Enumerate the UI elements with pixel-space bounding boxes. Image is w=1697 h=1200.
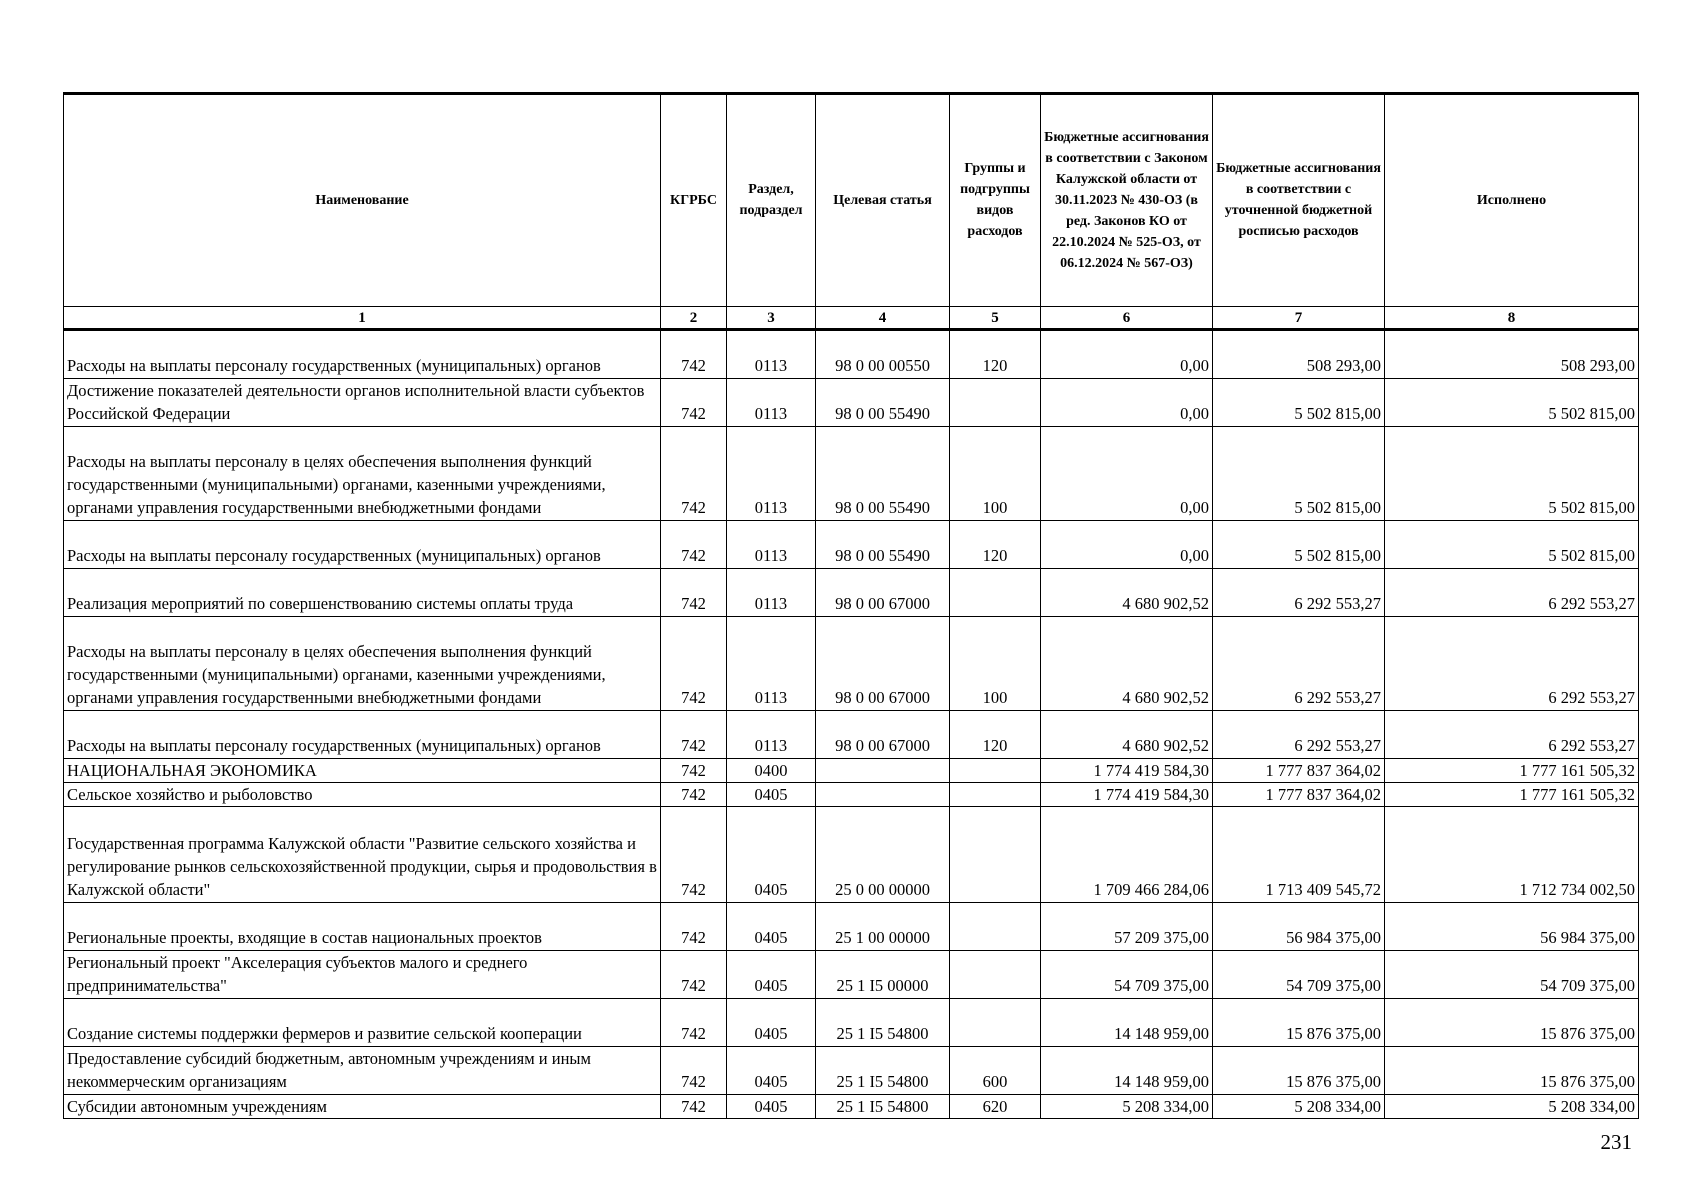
- row-refined: 5 502 815,00: [1213, 427, 1385, 521]
- page-number: 231: [1600, 1130, 1632, 1154]
- row-executed: 5 208 334,00: [1385, 1095, 1639, 1119]
- row-section: 0405: [727, 807, 816, 903]
- col-number: 6: [1041, 307, 1213, 330]
- row-section: 0400: [727, 759, 816, 783]
- row-name: Расходы на выплаты персоналу в целях обеспечения выполнения функций государственными (муниципальными) органами, казенными учреждениями, органами управления государственными внебюджетными фондами: [64, 617, 661, 711]
- row-target: [816, 783, 950, 807]
- row-target: 25 1 I5 00000: [816, 951, 950, 999]
- row-kgrbs: 742: [661, 379, 727, 427]
- row-kgrbs: 742: [661, 759, 727, 783]
- col-number: 3: [727, 307, 816, 330]
- row-group: [950, 951, 1041, 999]
- row-refined: 508 293,00: [1213, 330, 1385, 379]
- row-target: 25 1 I5 54800: [816, 1047, 950, 1095]
- row-executed: 6 292 553,27: [1385, 711, 1639, 759]
- row-law: 0,00: [1041, 427, 1213, 521]
- table-row: [64, 783, 1639, 807]
- row-name: Государственная программа Калужской области "Развитие сельского хозяйства и регулирование рынков сельскохозяйственной продукции, сырья и продовольствия в Калужской области": [64, 807, 661, 903]
- row-group: 100: [950, 617, 1041, 711]
- col-number: 4: [816, 307, 950, 330]
- col-header-name: Наименование: [64, 94, 661, 307]
- row-group: [950, 569, 1041, 617]
- table-row: [64, 1095, 1639, 1119]
- row-kgrbs: 742: [661, 903, 727, 951]
- row-section: 0405: [727, 951, 816, 999]
- row-name: Субсидии автономным учреждениям: [64, 1095, 661, 1119]
- row-target: 98 0 00 55490: [816, 521, 950, 569]
- row-refined: 56 984 375,00: [1213, 903, 1385, 951]
- row-name: НАЦИОНАЛЬНАЯ ЭКОНОМИКА: [64, 759, 661, 783]
- table-row: [64, 569, 1639, 617]
- row-section: 0405: [727, 1095, 816, 1119]
- row-kgrbs: 742: [661, 711, 727, 759]
- table-row: [64, 617, 1639, 711]
- col-header-kgrbs: КГРБС: [661, 94, 727, 307]
- row-target: 25 1 00 00000: [816, 903, 950, 951]
- row-law: 4 680 902,52: [1041, 711, 1213, 759]
- row-kgrbs: 742: [661, 617, 727, 711]
- row-law: 0,00: [1041, 379, 1213, 427]
- row-refined: 1 777 837 364,02: [1213, 759, 1385, 783]
- row-name: Сельское хозяйство и рыболовство: [64, 783, 661, 807]
- row-section: 0113: [727, 569, 816, 617]
- row-group: [950, 999, 1041, 1047]
- row-refined: 5 502 815,00: [1213, 521, 1385, 569]
- col-number: 2: [661, 307, 727, 330]
- row-name: Региональные проекты, входящие в состав национальных проектов: [64, 903, 661, 951]
- row-section: 0113: [727, 617, 816, 711]
- row-law: 1 774 419 584,30: [1041, 759, 1213, 783]
- row-target: 98 0 00 67000: [816, 711, 950, 759]
- row-executed: 5 502 815,00: [1385, 379, 1639, 427]
- table-row: [64, 999, 1639, 1047]
- row-executed: 6 292 553,27: [1385, 569, 1639, 617]
- row-name: Расходы на выплаты персоналу государственных (муниципальных) органов: [64, 521, 661, 569]
- row-law: 0,00: [1041, 330, 1213, 379]
- row-group: 100: [950, 427, 1041, 521]
- table-row: [64, 521, 1639, 569]
- row-law: 14 148 959,00: [1041, 1047, 1213, 1095]
- row-executed: 15 876 375,00: [1385, 999, 1639, 1047]
- row-kgrbs: 742: [661, 783, 727, 807]
- row-group: 120: [950, 711, 1041, 759]
- table-row: [64, 1047, 1639, 1095]
- row-law: 0,00: [1041, 521, 1213, 569]
- row-target: 98 0 00 67000: [816, 569, 950, 617]
- row-refined: 1 713 409 545,72: [1213, 807, 1385, 903]
- table-row: [64, 330, 1639, 379]
- row-refined: 1 777 837 364,02: [1213, 783, 1385, 807]
- row-target: 25 1 I5 54800: [816, 1095, 950, 1119]
- row-executed: 1 777 161 505,32: [1385, 759, 1639, 783]
- row-name: Расходы на выплаты персоналу в целях обеспечения выполнения функций государственными (муниципальными) органами, казенными учреждениями, органами управления государственными внебюджетными фондами: [64, 427, 661, 521]
- row-kgrbs: 742: [661, 569, 727, 617]
- row-executed: 6 292 553,27: [1385, 617, 1639, 711]
- row-executed: 508 293,00: [1385, 330, 1639, 379]
- row-name: Предоставление субсидий бюджетным, автономным учреждениям и иным некоммерческим организациям: [64, 1047, 661, 1095]
- row-refined: 6 292 553,27: [1213, 711, 1385, 759]
- col-number: 8: [1385, 307, 1639, 330]
- row-name: Расходы на выплаты персоналу государственных (муниципальных) органов: [64, 330, 661, 379]
- row-kgrbs: 742: [661, 999, 727, 1047]
- budget-table: [63, 92, 1639, 1119]
- row-law: 54 709 375,00: [1041, 951, 1213, 999]
- table-row: [64, 427, 1639, 521]
- row-executed: 1 712 734 002,50: [1385, 807, 1639, 903]
- row-name: Реализация мероприятий по совершенствованию системы оплаты труда: [64, 569, 661, 617]
- row-executed: 56 984 375,00: [1385, 903, 1639, 951]
- row-section: 0113: [727, 521, 816, 569]
- column-number-row: [64, 307, 1639, 330]
- row-law: 4 680 902,52: [1041, 569, 1213, 617]
- col-header-law: Бюджетные ассигнования в соответствии с Законом Калужской области от 30.11.2023 № 430-ОЗ (в ред. Законов КО от 22.10.2024 № 525-ОЗ, от 06.12.2024 № 567-ОЗ): [1041, 94, 1213, 307]
- table-row: [64, 711, 1639, 759]
- row-section: 0113: [727, 330, 816, 379]
- row-refined: 15 876 375,00: [1213, 1047, 1385, 1095]
- row-kgrbs: 742: [661, 1095, 727, 1119]
- row-section: 0113: [727, 711, 816, 759]
- col-header-refined: Бюджетные ассигнования в соответствии с уточненной бюджетной росписью расходов: [1213, 94, 1385, 307]
- row-executed: 1 777 161 505,32: [1385, 783, 1639, 807]
- table-row: [64, 951, 1639, 999]
- row-refined: 15 876 375,00: [1213, 999, 1385, 1047]
- row-law: 1 709 466 284,06: [1041, 807, 1213, 903]
- row-section: 0405: [727, 999, 816, 1047]
- row-executed: 54 709 375,00: [1385, 951, 1639, 999]
- row-kgrbs: 742: [661, 951, 727, 999]
- header-row: [64, 94, 1639, 307]
- row-group: 120: [950, 521, 1041, 569]
- col-number: 1: [64, 307, 661, 330]
- row-kgrbs: 742: [661, 330, 727, 379]
- row-group: [950, 759, 1041, 783]
- row-group: 120: [950, 330, 1041, 379]
- row-refined: 6 292 553,27: [1213, 569, 1385, 617]
- table-row: [64, 379, 1639, 427]
- row-kgrbs: 742: [661, 807, 727, 903]
- row-group: [950, 903, 1041, 951]
- row-name: Создание системы поддержки фермеров и развитие сельской кооперации: [64, 999, 661, 1047]
- row-executed: 5 502 815,00: [1385, 427, 1639, 521]
- row-refined: 54 709 375,00: [1213, 951, 1385, 999]
- row-target: 98 0 00 67000: [816, 617, 950, 711]
- row-group: [950, 379, 1041, 427]
- row-section: 0405: [727, 1047, 816, 1095]
- row-section: 0405: [727, 783, 816, 807]
- row-law: 5 208 334,00: [1041, 1095, 1213, 1119]
- row-name: Расходы на выплаты персоналу государственных (муниципальных) органов: [64, 711, 661, 759]
- row-kgrbs: 742: [661, 427, 727, 521]
- row-refined: 6 292 553,27: [1213, 617, 1385, 711]
- row-kgrbs: 742: [661, 1047, 727, 1095]
- row-law: 14 148 959,00: [1041, 999, 1213, 1047]
- col-number: 7: [1213, 307, 1385, 330]
- row-section: 0405: [727, 903, 816, 951]
- row-target: 98 0 00 55490: [816, 427, 950, 521]
- row-target: 25 1 I5 54800: [816, 999, 950, 1047]
- table-row: [64, 903, 1639, 951]
- row-refined: 5 502 815,00: [1213, 379, 1385, 427]
- col-header-groups: Группы и подгруппы видов расходов: [950, 94, 1041, 307]
- table-row: [64, 759, 1639, 783]
- row-section: 0113: [727, 427, 816, 521]
- col-number: 5: [950, 307, 1041, 330]
- table-row: [64, 807, 1639, 903]
- row-group: 620: [950, 1095, 1041, 1119]
- row-law: 57 209 375,00: [1041, 903, 1213, 951]
- row-target: 25 0 00 00000: [816, 807, 950, 903]
- row-target: [816, 759, 950, 783]
- col-header-target: Целевая статья: [816, 94, 950, 307]
- row-name: Региональный проект "Акселерация субъектов малого и среднего предпринимательства": [64, 951, 661, 999]
- col-header-section: Раздел, подраздел: [727, 94, 816, 307]
- row-target: 98 0 00 00550: [816, 330, 950, 379]
- row-target: 98 0 00 55490: [816, 379, 950, 427]
- row-law: 1 774 419 584,30: [1041, 783, 1213, 807]
- row-law: 4 680 902,52: [1041, 617, 1213, 711]
- row-executed: 15 876 375,00: [1385, 1047, 1639, 1095]
- row-group: [950, 807, 1041, 903]
- row-refined: 5 208 334,00: [1213, 1095, 1385, 1119]
- row-executed: 5 502 815,00: [1385, 521, 1639, 569]
- row-group: 600: [950, 1047, 1041, 1095]
- col-header-executed: Исполнено: [1385, 94, 1639, 307]
- row-name: Достижение показателей деятельности органов исполнительной власти субъектов Российской Федерации: [64, 379, 661, 427]
- row-section: 0113: [727, 379, 816, 427]
- row-kgrbs: 742: [661, 521, 727, 569]
- row-group: [950, 783, 1041, 807]
